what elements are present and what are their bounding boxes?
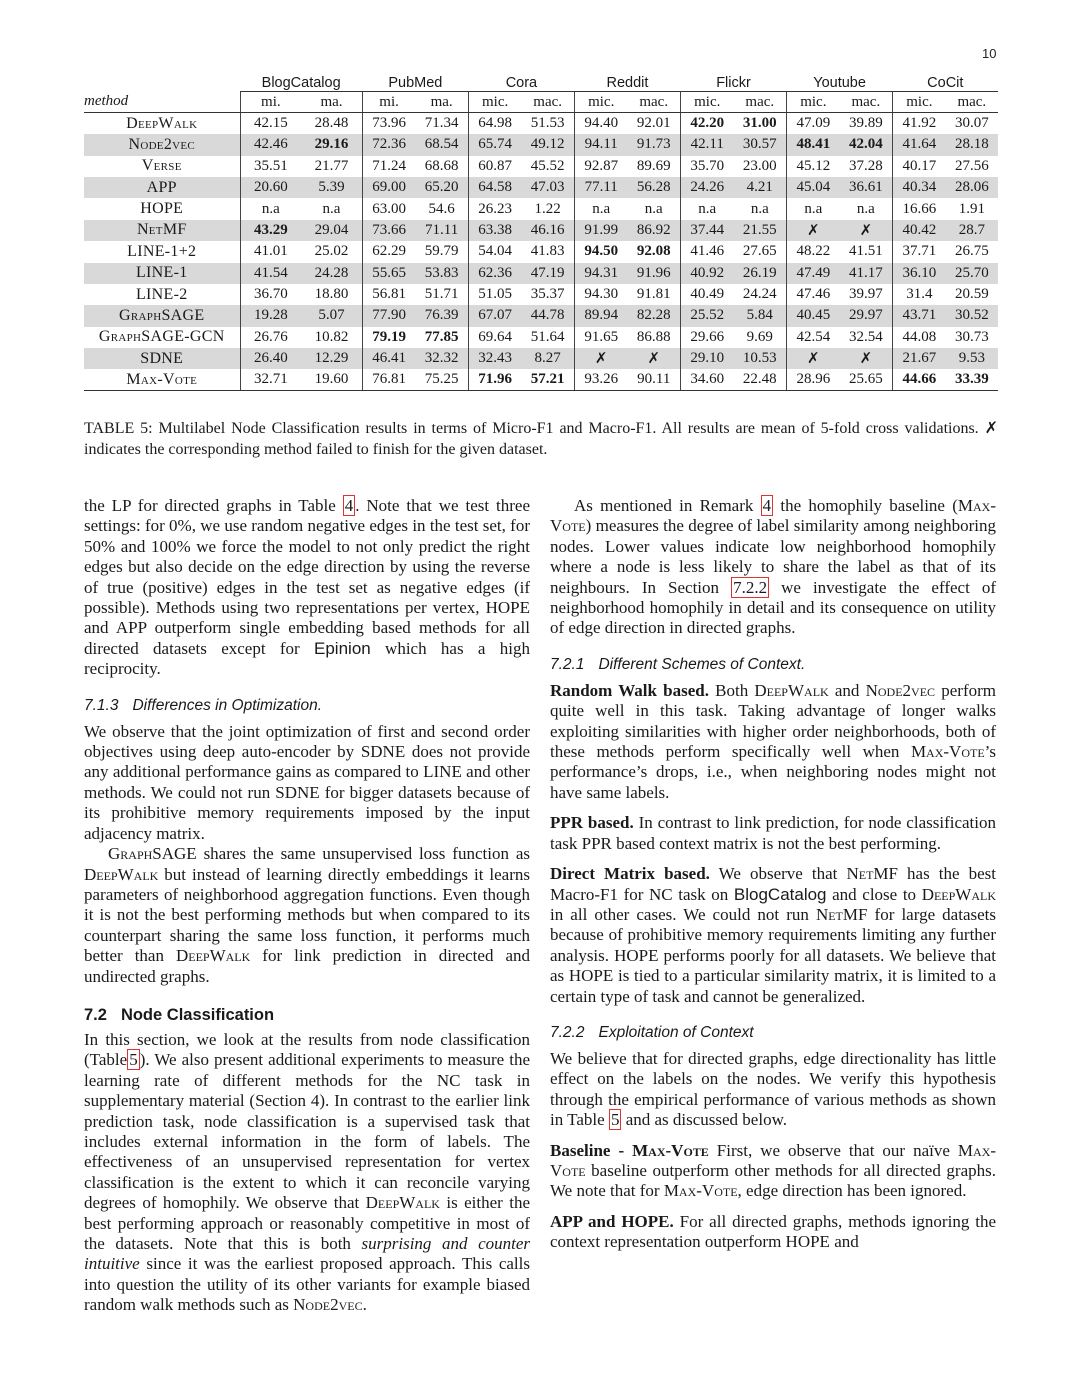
score-cell: 67.07 <box>468 305 521 326</box>
score-cell: 19.28 <box>240 305 301 326</box>
score-cell: 35.70 <box>681 156 734 177</box>
method-name: GraphSAGE <box>84 305 240 326</box>
score-cell: 94.50 <box>574 241 627 262</box>
score-cell: 24.24 <box>742 286 777 303</box>
score-cell: ✗ <box>840 220 893 241</box>
score-cell: 30.57 <box>734 134 787 155</box>
score-cell: 94.11 <box>574 134 627 155</box>
score-cell: 89.94 <box>574 305 627 326</box>
score-cell: 73.96 <box>362 113 415 134</box>
metric-header: mac. <box>946 91 998 112</box>
score-cell: 9.69 <box>746 328 773 345</box>
score-cell: n.a <box>322 200 341 217</box>
table-row <box>84 134 998 155</box>
table-row <box>84 156 998 177</box>
score-cell: 19.60 <box>301 369 362 390</box>
score-cell: 47.03 <box>521 177 574 198</box>
score-cell: 44.66 <box>893 369 946 390</box>
score-cell: 5.84 <box>734 305 787 326</box>
score-cell: 65.20 <box>415 177 468 198</box>
score-cell: 91.81 <box>636 286 671 303</box>
score-cell: 55.65 <box>362 263 415 284</box>
score-cell: 28.7 <box>946 220 998 241</box>
score-cell: 26.40 <box>240 348 301 369</box>
score-cell: 25.65 <box>840 369 893 390</box>
metric-header: mic. <box>787 91 840 112</box>
score-cell: 22.48 <box>734 369 787 390</box>
heading-7-2: 7.2 Node Classification <box>84 1005 275 1024</box>
score-cell: 76.81 <box>362 369 415 390</box>
score-cell: 91.65 <box>574 327 627 348</box>
score-cell: 24.28 <box>301 263 362 284</box>
score-cell: 47.09 <box>787 113 840 134</box>
dataset-header: PubMed <box>362 70 468 91</box>
table-row <box>84 348 998 369</box>
score-cell: 65.74 <box>468 134 521 155</box>
score-cell: 73.66 <box>362 220 415 241</box>
score-cell: n.a <box>574 198 627 219</box>
score-cell: n.a <box>681 198 734 219</box>
score-cell: n.a <box>856 200 875 217</box>
score-cell: 31.00 <box>742 115 777 132</box>
score-cell: 29.66 <box>681 327 734 348</box>
table-row <box>84 198 998 219</box>
score-cell: 90.11 <box>627 369 680 390</box>
score-cell: 53.83 <box>415 263 468 284</box>
score-cell: 32.54 <box>848 328 883 345</box>
table-5-link[interactable]: 5 <box>129 1050 138 1070</box>
score-cell: 41.01 <box>240 241 301 262</box>
method-name: HOPE <box>140 200 184 218</box>
score-cell: 91.96 <box>627 263 680 284</box>
score-cell: ✗ <box>574 348 627 369</box>
score-cell: 31.4 <box>893 284 946 305</box>
paragraph-direct-matrix: Direct Matrix based. We observe that NetMF has the best Macro-F1 for NC task on BlogCatalog and close to DeepWalk in all other cases. We could not run NetMF for large datasets because of prohibitive memory requirements limiting any further analysis. HOPE performs poorly for all datasets. We believe that as HOPE is tied to a particular similarity matrix, it is limited to a certain type of task and cannot be generalized. <box>550 864 997 1006</box>
dataset-header: Reddit <box>574 70 680 91</box>
score-cell: 30.73 <box>954 328 989 345</box>
score-cell: 40.45 <box>787 305 840 326</box>
score-cell: 4.21 <box>734 177 787 198</box>
score-cell: 77.85 <box>424 328 459 345</box>
score-cell: 23.00 <box>742 157 777 174</box>
score-cell: 27.65 <box>742 243 777 260</box>
score-cell: 20.60 <box>240 177 301 198</box>
score-cell: 71.96 <box>468 369 521 390</box>
score-cell: 26.23 <box>468 198 521 219</box>
metric-header: mi. <box>362 91 415 112</box>
method-name: SDNE <box>84 348 240 369</box>
score-cell: 25.02 <box>314 243 349 260</box>
metric-header: mic. <box>893 91 946 112</box>
table-row <box>84 220 998 241</box>
paragraph-app-hope: APP and HOPE. For all directed graphs, methods ignoring the context representation outperform HOPE and <box>550 1211 996 1252</box>
score-cell: 42.04 <box>840 134 893 155</box>
score-cell: 44.08 <box>893 327 946 348</box>
score-cell: 29.97 <box>840 305 893 326</box>
score-cell: 39.89 <box>848 115 883 132</box>
left-column <box>84 496 530 1316</box>
table-caption: TABLE 5: Multilabel Node Classification results in terms of Micro-F1 and Macro-F1. All results are mean of 5-fold cross validations. ✗ indicates the corresponding method failed to finish for the given dataset. <box>84 420 998 458</box>
table-row <box>84 284 998 305</box>
score-cell: 26.19 <box>734 263 787 284</box>
score-cell: 93.26 <box>574 369 627 390</box>
score-cell: 92.08 <box>636 243 671 260</box>
score-cell: 1.22 <box>534 200 561 217</box>
score-cell: 60.87 <box>468 156 521 177</box>
remark-4-link[interactable]: 4 <box>762 496 772 515</box>
score-cell: 33.39 <box>946 369 998 390</box>
table-4-link[interactable]: 4 <box>344 496 354 515</box>
score-cell: 91.73 <box>627 134 680 155</box>
metric-header-row <box>84 91 998 112</box>
score-cell: 37.28 <box>848 157 883 174</box>
method-name: NetMF <box>84 220 240 241</box>
score-cell: 69.64 <box>468 327 521 348</box>
score-cell: 21.55 <box>734 220 787 241</box>
score-cell: 62.29 <box>362 241 415 262</box>
method-name: GraphSAGE-GCN <box>98 328 225 346</box>
score-cell: 75.25 <box>415 369 468 390</box>
score-cell: 94.31 <box>574 263 627 284</box>
score-cell: 63.38 <box>468 220 521 241</box>
method-name: DeepWalk <box>126 114 198 132</box>
metric-header: ma. <box>301 91 362 112</box>
dataset-header: CoCit <box>893 70 998 91</box>
score-cell: 39.97 <box>848 286 883 303</box>
score-cell: 30.52 <box>946 305 998 326</box>
score-cell: 42.54 <box>787 327 840 348</box>
score-cell: ✗ <box>627 348 680 369</box>
dataset-header-row <box>84 70 998 91</box>
metric-header: mac. <box>840 91 893 112</box>
score-cell: 77.90 <box>362 305 415 326</box>
score-cell: 30.07 <box>954 115 989 132</box>
score-cell: 68.54 <box>415 134 468 155</box>
score-cell: 43.29 <box>240 220 301 241</box>
score-cell: 42.46 <box>240 134 301 155</box>
score-cell: 47.19 <box>521 263 574 284</box>
method-name: LINE-1+2 <box>127 242 197 260</box>
score-cell: 54.04 <box>468 241 521 262</box>
table-row <box>84 177 998 198</box>
heading-7-1-3: 7.1.3 Differences in Optimization. <box>84 696 323 714</box>
score-cell: 51.53 <box>530 115 565 132</box>
results-table-container <box>84 70 998 391</box>
score-cell: 35.37 <box>530 286 565 303</box>
score-cell: 37.44 <box>681 220 734 241</box>
score-cell: 21.77 <box>314 157 349 174</box>
score-cell: 36.10 <box>893 263 946 284</box>
method-header-spacer <box>84 70 240 91</box>
score-cell: 79.19 <box>362 327 415 348</box>
dataset-header: Youtube <box>787 70 893 91</box>
results-table <box>84 70 998 391</box>
score-cell: 51.64 <box>530 328 565 345</box>
score-cell: 40.49 <box>681 284 734 305</box>
score-cell: 40.42 <box>893 220 946 241</box>
score-cell: 92.87 <box>574 156 627 177</box>
score-cell: n.a <box>644 200 663 217</box>
score-cell: 94.40 <box>574 113 627 134</box>
dataset-header: Flickr <box>681 70 787 91</box>
score-cell: n.a <box>240 198 301 219</box>
score-cell: 10.82 <box>314 328 349 345</box>
score-cell: 68.68 <box>424 157 459 174</box>
score-cell: n.a <box>750 200 769 217</box>
score-cell: 25.52 <box>681 305 734 326</box>
score-cell: 44.78 <box>521 305 574 326</box>
table-5-link[interactable]: 5 <box>610 1110 620 1130</box>
score-cell: 76.39 <box>415 305 468 326</box>
metric-header: mic. <box>681 91 734 112</box>
score-cell: 94.30 <box>574 284 627 305</box>
metric-header: mac. <box>627 91 680 112</box>
score-cell: 71.24 <box>362 156 415 177</box>
score-cell: 1.91 <box>958 200 985 217</box>
score-cell: 71.11 <box>415 220 468 241</box>
score-cell: 41.51 <box>848 243 883 260</box>
metric-header: mic. <box>574 91 627 112</box>
metric-header: ma. <box>415 91 468 112</box>
score-cell: 41.83 <box>530 243 565 260</box>
paragraph-baseline: Baseline - Max-Vote First, we observe that our naïve Max-Vote baseline outperform other methods for all directed graphs. We note that for Max-Vote, edge direction has been ignored. <box>550 1140 997 1201</box>
method-name: LINE-2 <box>135 285 188 303</box>
score-cell: 25.70 <box>946 263 998 284</box>
score-cell: 42.11 <box>681 134 734 155</box>
score-cell: 18.80 <box>314 286 349 303</box>
score-cell: n.a <box>787 198 840 219</box>
score-cell: 77.11 <box>574 177 627 198</box>
score-cell: 28.48 <box>314 115 349 132</box>
score-cell: 26.75 <box>954 243 989 260</box>
score-cell: 82.28 <box>627 305 680 326</box>
score-cell: ✗ <box>787 220 840 241</box>
table-body <box>84 113 998 391</box>
paragraph-homophily: As mentioned in Remark 4 the homophily baseline (Max-Vote) measures the degree of label similarity among neighboring nodes. Lower values indicate low neighborhood homophily where a node is less likely to share the label as that of its neighbours. In Section 7.2.2 we investigate the effect of neighborhood homophily in detail and its consequence on utility of edge direction in directed graphs. <box>550 496 996 638</box>
score-cell: 36.61 <box>840 177 893 198</box>
score-cell: 56.81 <box>362 284 415 305</box>
score-cell: 56.28 <box>627 177 680 198</box>
score-cell: 43.71 <box>893 305 946 326</box>
score-cell: 69.00 <box>362 177 415 198</box>
paragraph-lp-directed: the LP for directed graphs in Table 4 . Note that we test three settings: for 0%, we use random negative edges in the test set, for 50% and 100% we force the model to not only predict the right edges but also decide on the edge direction by using the reverse of true (positive) edges in the test set as negative edges (if possible). Methods using two representations per vertex, HOPE and APP outperform single embedding based methods for all directed datasets except for Epinion which has a high reciprocity. <box>84 496 530 679</box>
method-column-header: method <box>84 91 240 112</box>
score-cell: 20.59 <box>954 286 989 303</box>
section-7-2-2-link[interactable]: 7.2.2 <box>733 577 768 597</box>
score-cell: 10.53 <box>734 348 787 369</box>
score-cell: 21.67 <box>893 348 946 369</box>
method-name: Verse <box>141 157 182 175</box>
score-cell: 41.64 <box>893 134 946 155</box>
score-cell: 41.92 <box>893 113 946 134</box>
score-cell: 36.70 <box>240 284 301 305</box>
score-cell: 42.20 <box>681 113 734 134</box>
score-cell: 5.07 <box>301 305 362 326</box>
score-cell: 32.32 <box>415 348 468 369</box>
score-cell: 29.10 <box>681 348 734 369</box>
score-cell: 47.49 <box>787 263 840 284</box>
score-cell: 28.06 <box>946 177 998 198</box>
score-cell: 28.18 <box>946 134 998 155</box>
metric-header: mac. <box>734 91 787 112</box>
paragraph-node-classification: In this section, we look at the results from node classification (Table 5 ). We also present additional experiments to measure the learning rate of different methods for the NC task in supplementary material (Section 4). In contrast to the earlier link prediction task, node classification is a supervised task that includes external information in the form of labels. The effectiveness of an unsupervised representation for vertex classification is the extent to which it can reconcile varying degrees of homophily. We observe that DeepWalk is either the best performing approach or reasonably competitive in most of the datasets. Note that this is both surprising and counter intuitive since it was the earliest proposed approach. This calls into question the utility of its other variants for example biased random walk methods such as Node2vec. <box>84 1029 531 1315</box>
dataset-header: Cora <box>468 70 574 91</box>
table-row <box>84 369 998 390</box>
paragraph-ppr: PPR based. In contrast to link prediction, for node classification task PPR based context matrix is not the best performing. <box>550 813 996 853</box>
score-cell: 32.43 <box>468 348 521 369</box>
score-cell: 32.71 <box>240 369 301 390</box>
score-cell: 48.22 <box>787 241 840 262</box>
score-cell: 64.58 <box>468 177 521 198</box>
score-cell: 89.69 <box>636 157 671 174</box>
heading-7-2-2: 7.2.2 Exploitation of Context <box>550 1023 754 1041</box>
score-cell: 86.92 <box>627 220 680 241</box>
score-cell: 86.88 <box>636 328 671 345</box>
table-row <box>84 263 998 284</box>
right-column <box>550 496 996 1253</box>
paragraph-exploitation: We believe that for directed graphs, edge directionality has little effect on the labels on the nodes. We verify this hypothesis through the empirical performance of various methods as shown in Table 5 and as discussed below. <box>550 1048 996 1130</box>
score-cell: 71.34 <box>424 115 459 132</box>
method-name: Max-Vote <box>84 369 240 390</box>
metric-header: mi. <box>240 91 301 112</box>
score-cell: 51.05 <box>468 284 521 305</box>
score-cell: 41.17 <box>840 263 893 284</box>
score-cell: 37.71 <box>893 241 946 262</box>
score-cell: 46.16 <box>521 220 574 241</box>
score-cell: 72.36 <box>362 134 415 155</box>
method-name: APP <box>84 177 240 198</box>
score-cell: 47.46 <box>787 284 840 305</box>
score-cell: 35.51 <box>240 156 301 177</box>
score-cell: 8.27 <box>521 348 574 369</box>
score-cell: 46.41 <box>362 348 415 369</box>
metric-header: mac. <box>521 91 574 112</box>
score-cell: 49.12 <box>521 134 574 155</box>
score-cell: 29.04 <box>301 220 362 241</box>
score-cell: 28.96 <box>787 369 840 390</box>
score-cell: 51.71 <box>424 286 459 303</box>
table-row <box>84 305 998 326</box>
paragraph-random-walk: Random Walk based. Both DeepWalk and Node2vec perform quite well in this task. Taking advantage of longer walks exploiting similarities with higher order neighborhoods, both of these methods perform specifically well when Max-Vote’s performance’s drops, i.e., when neighboring nodes might not have same labels. <box>550 680 996 802</box>
score-cell: ✗ <box>840 348 893 369</box>
score-cell: 42.15 <box>240 113 301 134</box>
score-cell: 41.46 <box>681 241 734 262</box>
score-cell: 34.60 <box>681 369 734 390</box>
score-cell: 64.98 <box>468 113 521 134</box>
score-cell: 45.52 <box>530 157 565 174</box>
score-cell: 9.53 <box>946 348 998 369</box>
score-cell: 62.36 <box>468 263 521 284</box>
score-cell: 54.6 <box>428 200 455 217</box>
table-row <box>84 113 998 134</box>
score-cell: 40.34 <box>893 177 946 198</box>
dataset-header: BlogCatalog <box>240 70 362 91</box>
score-cell: 92.01 <box>636 115 671 132</box>
score-cell: 59.79 <box>424 243 459 260</box>
score-cell: ✗ <box>787 348 840 369</box>
score-cell: 48.41 <box>787 134 840 155</box>
score-cell: 40.92 <box>681 263 734 284</box>
paragraph-graphsage: GraphSAGE shares the same unsupervised loss function as DeepWalk but instead of learning directly embeddings it learns parameters of neighborhood aggregation functions. Even though it is not the best performing methods but when compared to its counterpart sharing the same loss function, it performs much better than DeepWalk for link prediction in directed and undirected graphs. <box>84 844 530 986</box>
score-cell: 57.21 <box>521 369 574 390</box>
table-row <box>84 327 998 348</box>
method-name: LINE-1 <box>84 263 240 284</box>
score-cell: 63.00 <box>362 198 415 219</box>
heading-7-2-1: 7.2.1 Different Schemes of Context. <box>550 655 806 673</box>
score-cell: 16.66 <box>893 198 946 219</box>
score-cell: 45.04 <box>787 177 840 198</box>
score-cell: 40.17 <box>893 156 946 177</box>
paragraph-optimization: We observe that the joint optimization of first and second order objectives using deep auto-encoder by SDNE does not provide any additional performance gains as compared to LINE and other methods. We could not run SDNE for bigger datasets because of its prohibitive memory requirements imposed by the input adjacency matrix. <box>84 721 530 843</box>
score-cell: 26.76 <box>240 327 301 348</box>
score-cell: 5.39 <box>301 177 362 198</box>
page-number: 10 <box>982 46 997 61</box>
score-cell: 91.99 <box>574 220 627 241</box>
metric-header: mic. <box>468 91 521 112</box>
score-cell: 29.16 <box>301 134 362 155</box>
score-cell: 12.29 <box>301 348 362 369</box>
method-name: Node2vec <box>84 134 240 155</box>
score-cell: 45.12 <box>787 156 840 177</box>
score-cell: 41.54 <box>240 263 301 284</box>
score-cell: 27.56 <box>954 157 989 174</box>
score-cell: 24.26 <box>681 177 734 198</box>
table-row <box>84 241 998 262</box>
